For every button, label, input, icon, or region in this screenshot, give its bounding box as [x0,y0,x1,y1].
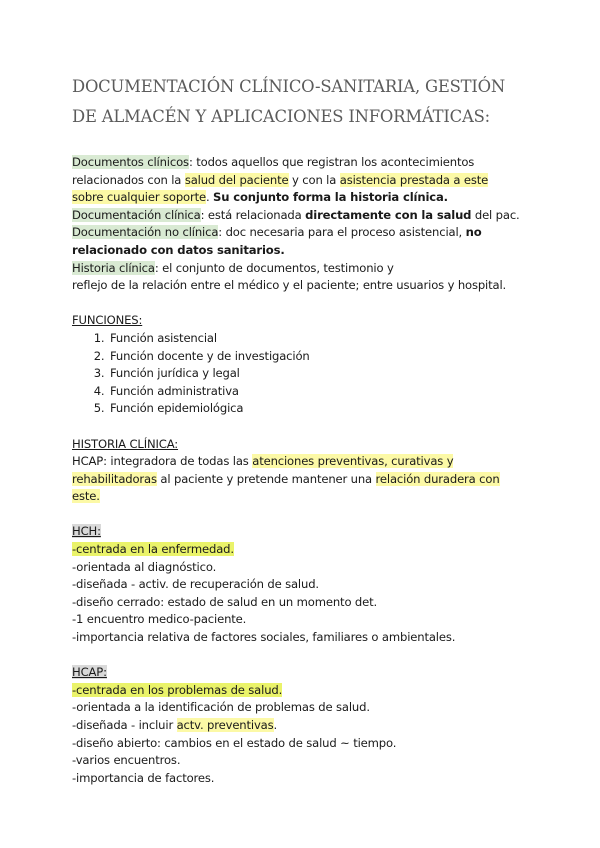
intro-line [72,207,528,225]
historia-section [72,436,528,506]
highlight-actv-preventivas: actv. preventivas [176,718,274,732]
intro-text: y con la [288,172,340,187]
list-item: 5. Función epidemiológica [108,400,528,418]
section-heading-hcap: HCAP: [72,665,107,680]
highlight-atenciones: atenciones preventivas, curativas y [252,454,454,469]
list-item: 2. Función docente y de investigación [108,348,528,366]
intro-line [72,172,528,190]
funciones-section [72,312,528,418]
bold-text: no [465,225,482,240]
list-item: 3. Función jurídica y legal [108,365,528,383]
hcap-line: -diseño abierto: cambios en el estado de salud ~ tiempo. [72,735,397,750]
historia-line [72,471,528,489]
hcap-text: -diseñada - incluir [72,718,177,732]
section-heading-hch: HCH: [72,524,101,539]
intro-text: . [205,190,214,205]
list-item: 4. Función administrativa [108,383,528,401]
intro-line [72,154,528,172]
section-heading-funciones: FUNCIONES: [72,313,143,328]
intro-line [72,260,528,278]
intro-text: : el conjunto de documentos, testimonio y [154,260,394,275]
hcap-line: -importancia de factores. [72,770,215,785]
highlight-relacion: relación duradera con [375,471,500,486]
intro-line: reflejo de la relación entre el médico y el paciente; entre usuarios y hospital. [72,278,507,293]
term-documentacion-clinica: Documentación clínica [72,207,201,222]
intro-text: del pac. [471,207,520,222]
hcap-heading-line [72,664,528,682]
historia-line [72,488,528,506]
hch-heading-line [72,523,528,541]
highlight-asistencia: asistencia prestada a este [339,172,489,187]
intro-text: : todos aquellos que registran los acontecimientos [188,155,475,169]
hch-line: -importancia relativa de factores sociales, familiares o ambientales. [72,630,456,645]
hch-line: -diseñada - activ. de recuperación de salud. [72,577,319,592]
bold-text: Su conjunto forma la historia clínica. [213,190,448,205]
term-documentos-clinicos: Documentos clínicos [72,155,189,169]
bold-text: relacionado con datos sanitarios. [72,242,285,257]
hch-line [72,541,528,559]
highlight-soporte: sobre cualquier soporte [72,190,206,205]
intro-line [72,189,528,207]
intro-line [72,224,528,242]
highlight-centrada-problemas: -centrada en los problemas de salud. [72,682,283,697]
highlight-rehabilitadoras: rehabilitadoras [72,471,157,486]
hcap-text: . [273,718,278,732]
hch-section [72,523,528,646]
hcap-line [72,717,528,735]
highlight-este: este. [72,489,100,504]
hch-line: -1 encuentro medico-paciente. [72,612,247,627]
intro-text: : está relacionada [200,207,306,222]
section-heading-historia: HISTORIA CLÍNICA: [72,436,179,451]
hcap-line [72,682,528,700]
historia-line [72,453,528,471]
hch-line: -orientada al diagnóstico. [72,559,217,574]
bold-text: directamente con la salud [305,207,472,222]
highlight-centrada-enfermedad: -centrada en la enfermedad. [72,542,234,557]
hcap-line: -orientada a la identificación de problemas de salud. [72,700,370,715]
page-title: DOCUMENTACIÓN CLÍNICO-SANITARIA, GESTIÓN DE ALMACÉN Y APLICACIONES INFORMÁTICAS: [72,77,506,126]
hcap-section [72,664,528,787]
hcap-line: -varios encuentros. [72,753,181,768]
historia-text: al paciente y pretende mantener una [156,471,376,486]
term-historia-clinica: Historia clínica [72,260,155,275]
intro-text: relacionados con la [72,172,185,187]
highlight-salud-paciente: salud del paciente [184,172,289,187]
intro-line [72,242,528,260]
historia-text: HCAP: integradora de todas las [72,454,253,469]
list-item: 1. Función asistencial [108,330,528,348]
funciones-list [72,330,528,418]
term-documentacion-no-clinica: Documentación no clínica [72,225,219,240]
hch-line: -diseño cerrado: estado de salud en un momento det. [72,594,378,609]
intro-section [72,154,528,295]
intro-text: : doc necesaria para el proceso asistencial, [218,225,466,240]
